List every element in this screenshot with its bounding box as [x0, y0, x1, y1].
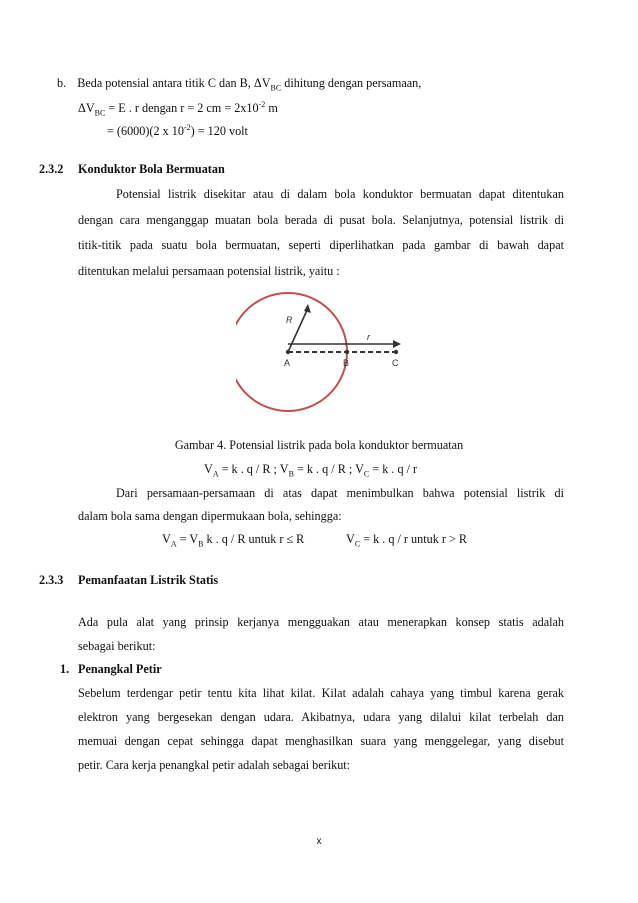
- item-1-number: 1.: [60, 662, 70, 676]
- eq1-unit: m: [265, 101, 278, 116]
- eq2-sup: -2: [183, 123, 191, 132]
- label-r-upper: R: [286, 315, 293, 325]
- cond-right-sub: C: [354, 539, 361, 549]
- item-b-text: Beda potensial antara titik C dan B, ΔV: [77, 76, 271, 90]
- paragraph-line: memuai dengan cepat sehingga dapat menghasilkan suara yang menggelegar, yang disebut: [78, 734, 564, 748]
- formula-vc-rest: = k . q / r: [369, 462, 418, 476]
- figure-caption: Gambar 4. Potensial listrik pada bola konduktor bermuatan: [174, 438, 464, 452]
- cond-right-rest: = k . q / r untuk r > R: [360, 532, 467, 546]
- point-b: [345, 350, 349, 354]
- paragraph-line: ditentukan melalui persamaan potensial listrik, yaitu :: [78, 264, 340, 278]
- formula-va: V: [204, 462, 213, 476]
- cond-right-pre: V: [346, 532, 355, 546]
- formula-vb: V: [279, 462, 289, 476]
- paragraph-line: sebagai berikut:: [78, 639, 156, 653]
- formula-va-sub: A: [212, 469, 219, 479]
- section-title-233: Pemanfaatan Listrik Statis: [78, 573, 219, 587]
- radius-arrowhead: [304, 304, 311, 313]
- formula-vc: V: [355, 462, 364, 476]
- distance-arrowhead: [393, 340, 401, 348]
- sphere-diagram: [236, 286, 408, 416]
- paragraph-line: titik-titik pada suatu bola bermuatan, seperti diperlihatkan pada gambar di bawah dapat: [78, 238, 564, 252]
- conclusion-line-2: dalam bola sama dengan dipermukaan bola, sehingga:: [78, 509, 342, 523]
- paragraph-line: Sebelum terdengar petir tentu kita lihat kilat. Kilat adalah cahaya yang timbul karena gerak: [78, 686, 564, 700]
- condition-right: [346, 532, 467, 548]
- section-title-232: Konduktor Bola Bermuatan: [78, 162, 225, 176]
- paragraph-line: elektron yang bergesekan dengan udara. Akibatnya, udara yang dilalui kilat terbelah dan: [78, 710, 564, 724]
- eq1-pre: ΔV: [78, 101, 95, 116]
- formula-va-rest: = k . q / R ;: [218, 462, 280, 476]
- equation-1: [78, 100, 278, 118]
- section-number-233: 2.3.3: [39, 573, 64, 587]
- eq1-sup: -2: [258, 100, 266, 109]
- conclusion-line-1: Dari persamaan-persamaan di atas dapat menimbulkan bahwa potensial listrik di: [116, 486, 564, 500]
- item-b-text-post: dihitung dengan persamaan,: [281, 76, 422, 90]
- cond-left-sub-b: B: [198, 539, 204, 549]
- formula-vb-rest: = k . q / R ;: [293, 462, 356, 476]
- eq2-post: ) = 120 volt: [190, 124, 248, 139]
- sphere-figure: [236, 286, 408, 416]
- item-b: [57, 76, 421, 92]
- cond-left-pre: V: [162, 532, 171, 546]
- label-c: C: [392, 358, 399, 368]
- item-b-marker: b.: [57, 76, 67, 90]
- formula-line: [204, 462, 417, 478]
- condition-left: [162, 532, 304, 548]
- cond-left-sub-a: A: [170, 539, 177, 549]
- point-a: [286, 350, 290, 354]
- item-1-title: Penangkal Petir: [78, 662, 162, 676]
- paragraph-line: dengan cara menganggap muatan bola berada di pusat bola. Selanjutnya, potensial listrik di: [78, 213, 564, 227]
- equation-2: [107, 123, 248, 139]
- formula-vb-sub: B: [288, 469, 294, 479]
- label-r-lower: r: [367, 332, 370, 342]
- eq1-sub: BC: [94, 108, 106, 118]
- section-number-232: 2.3.2: [39, 162, 64, 176]
- item-b-sub: BC: [270, 83, 282, 93]
- eq1-rest: = E . r dengan r = 2 cm = 2x10: [105, 101, 259, 116]
- paragraph-line: Ada pula alat yang prinsip kerjanya mengguakan atau menerapkan konsep statis adalah: [78, 615, 564, 629]
- paragraph-line: petir. Cara kerja penangkal petir adalah sebagai berikut:: [78, 758, 351, 772]
- formula-vc-sub: C: [363, 469, 370, 479]
- label-a: A: [284, 358, 291, 368]
- point-c: [394, 350, 398, 354]
- cond-left-eq: = V: [176, 532, 199, 546]
- label-b: B: [343, 358, 350, 368]
- eq2-pre: = (6000)(2 x 10: [107, 124, 184, 139]
- paragraph-line: Potensial listrik disekitar atau di dalam bola konduktor bermuatan dapat ditentukan: [116, 187, 564, 201]
- cond-left-rest: k . q / R untuk r ≤ R: [203, 532, 305, 546]
- page-number: x: [316, 836, 322, 847]
